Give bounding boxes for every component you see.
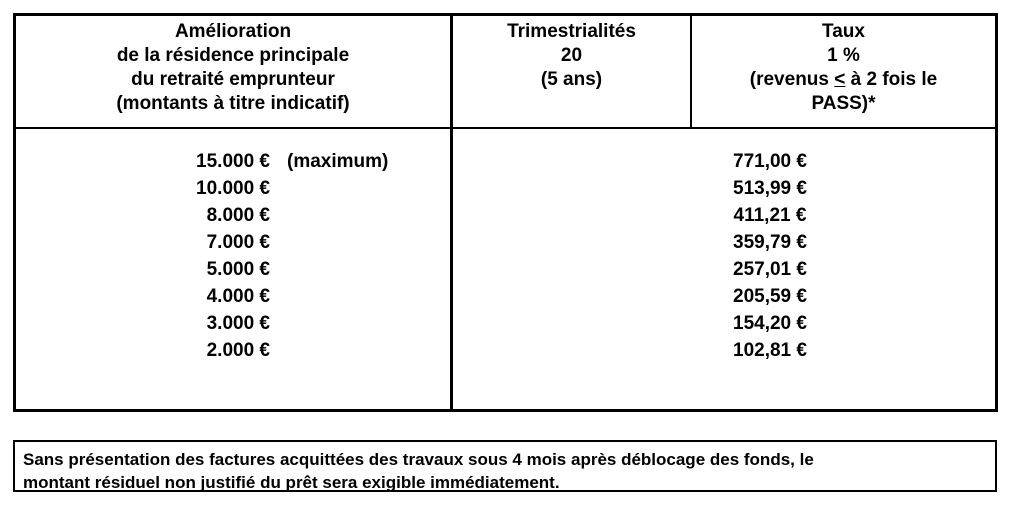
amount-value: 7.000 € — [206, 232, 270, 253]
amount-value: 8.000 € — [206, 205, 270, 226]
header-col2-line: Trimestrialités — [507, 21, 636, 42]
amounts-column — [170, 148, 389, 364]
header-col2-line: 20 — [560, 45, 583, 66]
payment-value: 205,59 € — [733, 286, 807, 307]
payment-value: 771,00 € — [733, 151, 807, 172]
amount-row — [170, 202, 270, 229]
payment-value: 257,01 € — [733, 259, 807, 280]
header-col1-line: (montants à titre indicatif) — [116, 93, 350, 114]
amount-row — [170, 256, 270, 283]
footnote-line: montant résiduel non justifié du prêt sera exigible immédiatement. — [23, 473, 560, 492]
header-col1-line: Amélioration — [174, 21, 292, 42]
amount-row — [170, 229, 270, 256]
payments-column — [570, 148, 970, 364]
header-col1-line: du retraité emprunteur — [131, 69, 335, 90]
payment-value: 359,79 € — [733, 232, 807, 253]
footnote-line: Sans présentation des factures acquittées des travaux sous 4 mois après déblocage des fonds, le — [23, 450, 814, 469]
header-col-quarterly-payments — [453, 20, 690, 92]
amount-row — [170, 337, 270, 364]
amount-note: (maximum) — [287, 151, 389, 172]
header-col2-line: (5 ans) — [540, 69, 603, 90]
less-or-equal-symbol: < — [834, 69, 846, 90]
amount-value: 15.000 € — [196, 151, 270, 172]
amount-value: 3.000 € — [206, 313, 270, 334]
header-divider — [13, 127, 998, 129]
payment-value: 513,99 € — [733, 178, 807, 199]
header-col1-line: de la résidence principale — [116, 45, 350, 66]
header-col-rate — [692, 20, 995, 116]
amount-value: 10.000 € — [196, 178, 270, 199]
amount-row — [170, 148, 389, 175]
header-col3-condition — [692, 68, 995, 92]
amount-value: 2.000 € — [206, 340, 270, 361]
header-col3-condition-end: PASS)* — [811, 93, 876, 114]
header-col3-rate: 1 % — [827, 45, 860, 66]
amount-row — [170, 175, 270, 202]
amount-row — [170, 283, 270, 310]
footnote-box — [13, 440, 997, 492]
payment-value: 154,20 € — [733, 313, 807, 334]
amount-value: 4.000 € — [206, 286, 270, 307]
header-col-loan-purpose — [16, 20, 450, 116]
header-col3-condition-prefix: (revenus — [749, 69, 835, 90]
header-col3-condition-suffix: à 2 fois le — [845, 69, 938, 90]
header-col3-title: Taux — [822, 21, 865, 42]
payment-value: 411,21 € — [733, 205, 807, 226]
amount-row — [170, 310, 270, 337]
amount-value: 5.000 € — [206, 259, 270, 280]
payment-value: 102,81 € — [733, 340, 807, 361]
